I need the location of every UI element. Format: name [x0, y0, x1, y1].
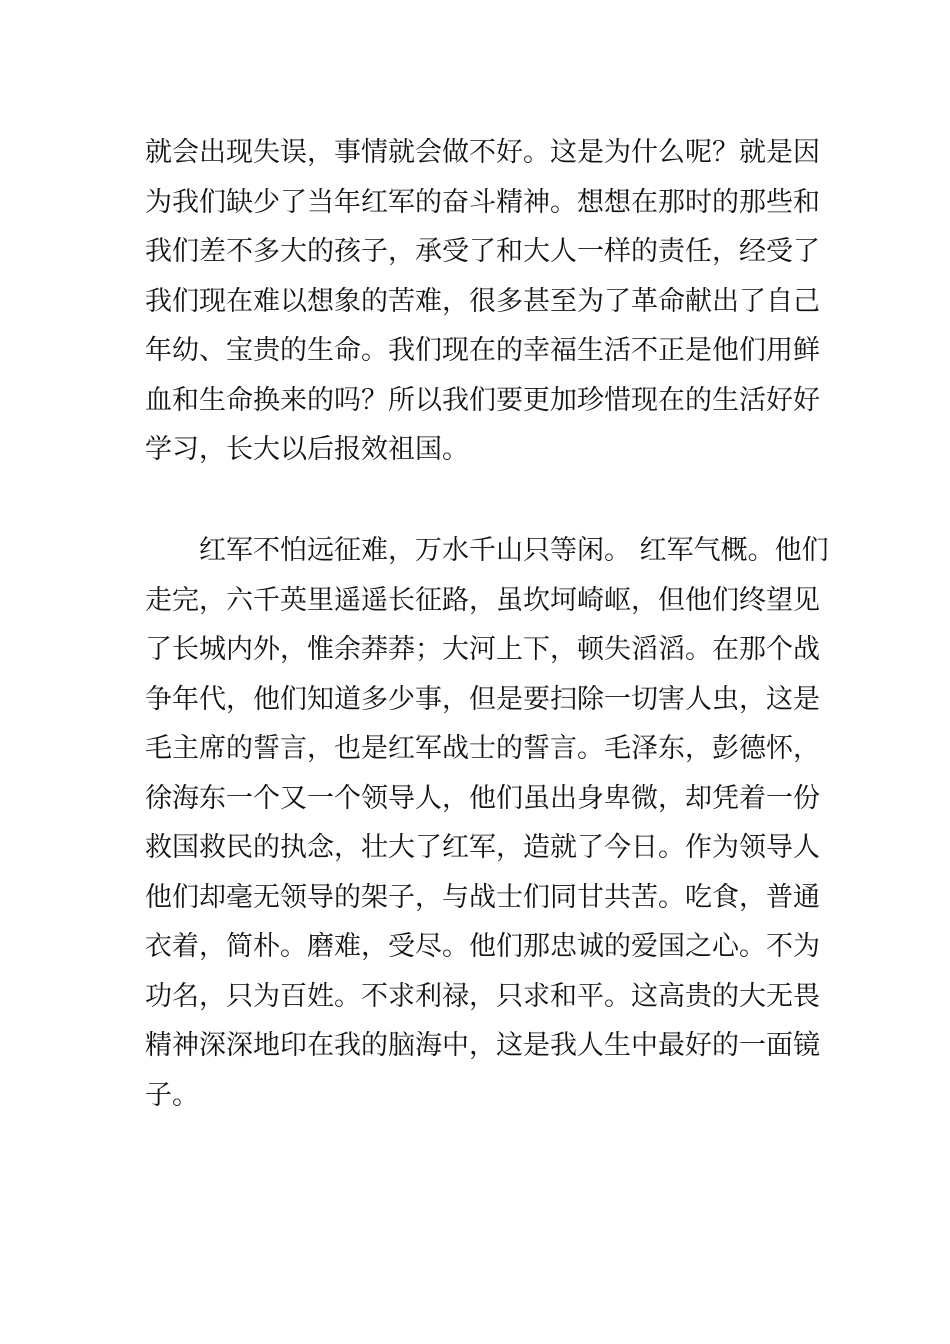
paragraph-line: 为我们缺少了当年红军的奋斗精神。想想在那时的那些和 [145, 186, 820, 218]
paragraph-line: 徐海东一个又一个领导人，他们虽出身卑微，却凭着一份 [145, 782, 820, 814]
paragraph-line: 功名，只为百姓。不求利禄，只求和平。这高贵的大无畏 [145, 980, 820, 1012]
paragraph-line: 就会出现失误，事情就会做不好。这是为什么呢？就是因 [145, 137, 820, 168]
paragraph-line: 我们现在难以想象的苦难，很多甚至为了革命献出了自己 [145, 285, 820, 317]
paragraph-line: 年幼、宝贵的生命。我们现在的幸福生活不正是他们用鲜 [145, 335, 820, 366]
paragraph-line: 救国救民的执念，壮大了红军，造就了今日。作为领导人 [145, 832, 820, 863]
paragraph-line: 衣着，简朴。磨难，受尽。他们那忠诚的爱国之心。不为 [145, 931, 820, 962]
paragraph-line: 他们却毫无领导的架子，与战士们同甘共苦。吃食，普通 [145, 881, 820, 913]
paragraph-line: 血和生命换来的吗？所以我们要更加珍惜现在的生活好好 [145, 384, 820, 416]
paragraph-line: 学习，长大以后报效祖国。 [145, 434, 469, 465]
paragraph-line: 走完，六千英里遥遥长征路，虽坎坷崎岖，但他们终望见 [145, 584, 820, 616]
paragraph-line: 争年代，他们知道多少事，但是要扫除一切害人虫，这是 [145, 683, 820, 715]
paragraph-line: 我们差不多大的孩子，承受了和大人一样的责任，经受了 [145, 236, 820, 267]
paragraph-line: 红军不怕远征难，万水千山只等闲。 红军气概。他们 [145, 535, 829, 566]
paragraph-line: 了长城内外，惟余莽莽；大河上下，顿失滔滔。在那个战 [145, 634, 820, 665]
paragraph-line: 精神深深地印在我的脑海中，这是我人生中最好的一面镜 [145, 1030, 820, 1061]
paragraph-line: 毛主席的誓言，也是红军战士的誓言。毛泽东，彭德怀， [145, 733, 820, 764]
paragraph-2 [145, 526, 829, 1120]
paragraph-1 [145, 128, 820, 475]
paragraph-line: 子。 [145, 1079, 199, 1111]
